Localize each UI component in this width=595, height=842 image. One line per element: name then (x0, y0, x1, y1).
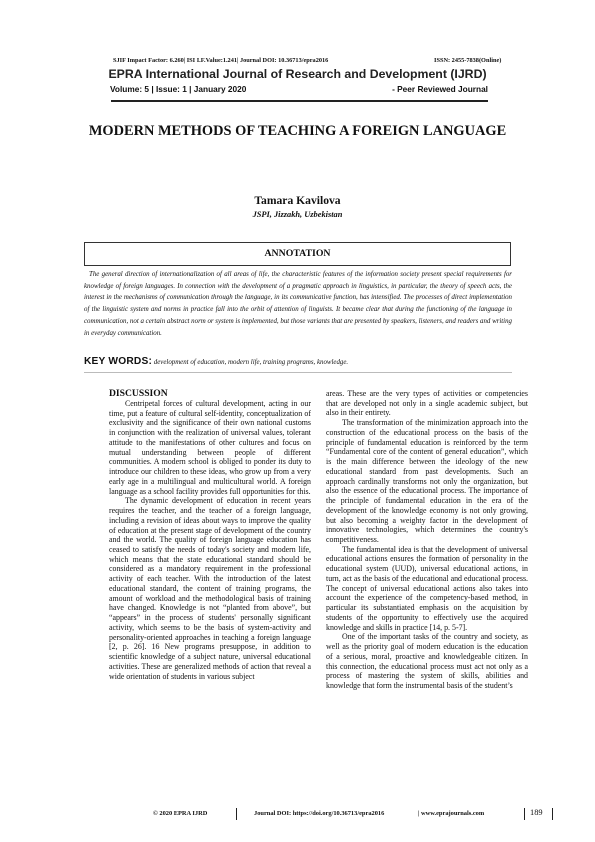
paragraph: One of the important tasks of the country and society, as well as the priority goal of modern education is the education of a serious, moral, proactive and knowledgeable citizen. In this connection, the educational process must act not only as a process of mastering the system of skills, abilities and knowledge that form the instrumental basis of the student’s (326, 632, 528, 691)
keywords-separator: : (148, 356, 153, 367)
author-affiliation: JSPI, Jizzakh, Uzbekistan (252, 210, 343, 219)
impact-factor-line: SJIF Impact Factor: 6.260| ISI I.F.Value:1.241| Journal DOI: 10.36713/epra2016 (113, 57, 329, 64)
section-heading: DISCUSSION (109, 388, 168, 399)
footer-doi: Journal DOI: https://doi.org/10.36713/epra2016 (254, 810, 385, 817)
keywords-label: KEY WORDS (84, 356, 149, 367)
paper-title: MODERN METHODS OF TEACHING A FOREIGN LANGUAGE (88, 123, 507, 139)
volume-issue: Volume: 5 | Issue: 1 | January 2020 (110, 84, 247, 94)
paragraph-continuation: areas. These are the very types of activities or competencies that are developed not only in a single academic subject, but also in their entirety. (326, 389, 528, 418)
page-number: 189 (530, 808, 543, 817)
footer-copyright: © 2020 EPRA IJRD (153, 810, 208, 817)
footer-separator (552, 808, 553, 820)
annotation-heading: ANNOTATION (264, 248, 331, 259)
issn: ISSN: 2455-7838(Online) (434, 57, 502, 64)
left-column (109, 388, 311, 681)
footer-separator (524, 808, 525, 820)
header-rule (111, 100, 488, 102)
keywords-text: development of education, modern life, training programs, knowledge. (153, 359, 349, 366)
paragraph: Centripetal forces of cultural development, acting in our time, put a feature of cultural self-identity, conceptualization of exclusivity and the significance of their own national customs in conjunction with the realization of universal values, tolerant attitude to the manifestations of other cultures and focus on mutual understanding between people of different communities. A modern school is obliged to ponder its duty to introduce our children to these ideas, who grow up from a very early age in a multilingual and multicultural world. A foreign language as a school facility provides full opportunities for this. (109, 399, 311, 496)
footer-website: | www.eprajournals.com (418, 810, 485, 817)
journal-title: EPRA International Journal of Research and Development (IJRD) (108, 67, 487, 81)
right-column (326, 389, 528, 691)
author-name: Tamara Kavilova (254, 194, 341, 207)
issue-line (110, 84, 488, 94)
abstract-divider (84, 372, 512, 373)
footer-separator (236, 808, 237, 820)
paragraph: The fundamental idea is that the development of universal educational actions ensures the formation of personality in the educational system (UUD), universal educational actions, in turn, act as the basis of the educational and educational process. The concept of universal educational actions also takes into account the experience of the competency-based method, in particular its substantiated emphasis on the acquisition by students of the opportunity to effectively use the acquired knowledge and skills in practice [14, p. 5-7]. (326, 544, 528, 632)
paragraph: The transformation of the minimization approach into the construction of the educational process on the basis of the principle of fundamental education is reinforced by the term “Fundamental core of the content of general education”, which is the main difference between the ideology of the new educational standard from past developments. Such an approach cardinally transforms not only the organization, but also the essence of the educational process. The importance of the principle of fundamental education in the era of the development of the knowledge economy is not only growing, but also becoming a weighty factor in the development of innovative technologies, which determines the country's competitiveness. (326, 418, 528, 545)
keywords (84, 356, 512, 367)
paragraph: The dynamic development of education in recent years requires the teacher, and the teacher of a foreign language, including a revision of ideas about ways to improve the quality of education at the present stage of development of the country and the world. The quality of foreign language education has ceased to satisfy the needs of today's society and modern life, which means that the state educational standard should be considered as a mandatory requirement in the professional activity of each teacher. With the introduction of the latest educational standard, the content of training programs, the amount of workload and the methodological basis of training have changed. Knowledge is not “planted from above”, but “appears” in the process of students' personally significant activity, which seems to be the basis of system-activity and personality-oriented approaches in teaching a foreign language [2, p. 26]. 16 New programs presuppose, in addition to scientific knowledge of a subject nature, universal educational activities. These are generalized methods of action that reveal a wide orientation of students in various subject (109, 496, 311, 681)
abstract-text: The general direction of internationalization of all areas of life, the characteristic features of the information society present special requirements for knowledge of foreign languages. In connection with the development of a pragmatic approach in linguistics, in particular, the theory of speech acts, the interest in the mechanisms of communication through the language, in its communicative function, has intensified. The processes of direct implementation of the linguistic system and norms in practice fall into the orbit of attention of linguists. It became clear that during the functioning of the language in communication, not a certain abstract norm or system is implemented, but those variants that are presented by speakers, listeners, and readers and writing in everyday communication. (84, 271, 512, 337)
peer-reviewed-label: - Peer Reviewed Journal (392, 84, 488, 94)
